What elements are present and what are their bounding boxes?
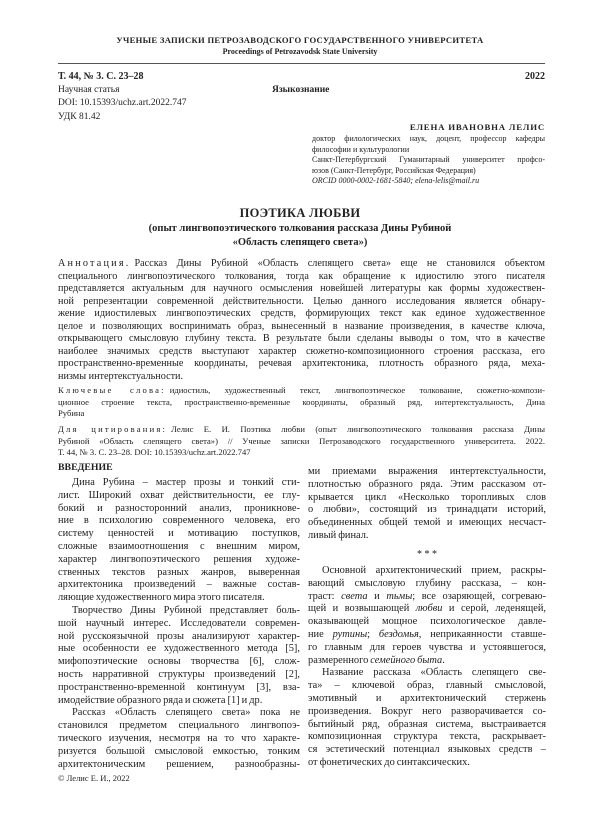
udk: УДК 81.42 — [58, 112, 101, 122]
text-line — [58, 669, 300, 682]
text: становился предметом специального лингвопоэ- — [58, 720, 300, 732]
text-line — [312, 145, 545, 156]
text: сложные взаимоотношения с внешним миром, — [58, 540, 300, 552]
text-line — [58, 436, 545, 448]
text: шой научный интерес. Исследователи современ- — [58, 617, 300, 629]
text: ной репрезентации современной действительности. Целью данного исследования является обнару- — [58, 295, 545, 307]
text: ние в психологию современного человека, его — [58, 515, 300, 527]
text-line — [308, 479, 546, 492]
paragraph — [308, 466, 546, 543]
italic-text: любви — [415, 603, 443, 615]
text: крывается цикл «Несколько торопливых слов — [308, 491, 546, 503]
text: ; все озаряющей, согреваю- — [412, 590, 547, 602]
body-right-column-bottom — [308, 565, 546, 770]
text: Основной архитектонический прием, раскры- — [322, 565, 546, 576]
text-line — [58, 258, 545, 271]
text: пространственно-временные координаты, речевая архитектоника, плотность образного ряда, меха- — [58, 358, 545, 369]
text-line — [308, 591, 546, 604]
text-line — [58, 759, 300, 772]
text: Лелис Е. И. Поэтика любви (опыт лингвопоэтического толкования рассказа Дины — [171, 424, 545, 434]
text: Рассказ Дины Рубиной «Область слепящего света» еще не становился объектом — [134, 258, 545, 269]
text-line — [58, 477, 300, 490]
text: и серой, леденящей, — [442, 603, 546, 615]
text: идиостиль, художественный текст, лингвопоэтическое толкование, сюжетно-компози- — [169, 385, 546, 395]
text-line — [308, 530, 546, 543]
text-line — [58, 631, 300, 644]
text: открывающего смысловую глубину текста. В результате были сделаны выводы о том, что в качестве — [58, 333, 545, 344]
text-line — [312, 176, 545, 187]
text: Творчество Дины Рубиной представляет боль- — [72, 604, 300, 616]
text: доктор филологических наук, доцент, профессор кафедры — [312, 134, 545, 143]
italic-text: света — [341, 590, 368, 602]
text-line — [58, 656, 300, 669]
text: бытийный ряд, образная система, выстраивается — [308, 718, 546, 730]
journal-title: УЧЕНЫЕ ЗАПИСКИ ПЕТРОЗАВОДСКОГО ГОСУДАРСТВЕННОГО УНИВЕРСИТЕТА — [116, 35, 484, 45]
text-line — [308, 655, 546, 668]
text: произведения. Вокруг него разворачивается со- — [308, 705, 546, 717]
paragraph — [58, 258, 545, 383]
text: лист. Широкий охват действительности, ее глу- — [58, 489, 300, 501]
copyright-notice: © Лелис Е. И., 2022 — [58, 773, 130, 783]
paragraph — [308, 667, 546, 769]
text: траст: — [308, 590, 342, 602]
citation — [58, 424, 545, 459]
text-line — [308, 719, 546, 732]
text: объединенных общей темой и имеющих несчаст- — [308, 517, 546, 529]
text: Рубиной «Область слепящего света») // Ученые записки Петрозаводского государственного университета. 2022. — [58, 435, 545, 446]
text-line — [308, 504, 546, 517]
text-line — [308, 603, 546, 616]
text: о любви», состоящий из тринадцати историй, — [308, 504, 546, 516]
text-line — [308, 667, 546, 680]
text-line — [58, 321, 545, 334]
journal-title-english: Proceedings of Petrozavodsk State University — [222, 47, 378, 56]
text: Название рассказа «Область слепящего све- — [322, 667, 546, 679]
text-line — [58, 579, 300, 592]
text-line — [58, 283, 545, 296]
text-line — [308, 642, 546, 655]
text: бокий и разносторонний анализ, проникнове- — [58, 502, 300, 514]
paragraph — [58, 605, 300, 707]
text-line — [308, 565, 546, 578]
text: Дина Рубина – мастер прозы и тонкий сти- — [72, 477, 300, 488]
text: та» – ключевой образ, главный смысловой, — [308, 680, 546, 692]
text: и — [367, 590, 387, 602]
issue-info: Т. 44, № 3. С. 23–28 — [58, 71, 144, 82]
text-line — [308, 492, 546, 505]
italic-text: семейного быта — [370, 654, 443, 666]
text-line — [58, 746, 300, 759]
text: композиционная структура текста, раскрывает- — [308, 731, 546, 743]
paragraph — [58, 385, 545, 420]
text-line — [308, 680, 546, 693]
text-line — [308, 616, 546, 629]
section-heading-introduction: ВВЕДЕНИЕ — [58, 462, 113, 473]
text: ливый финал. — [308, 529, 369, 541]
text-line — [308, 578, 546, 591]
text: ционное строение текста, пространственно-временные координаты, образный ряд, интертекстуальность, Дина — [58, 396, 545, 407]
paragraph — [58, 477, 300, 605]
paragraph — [312, 176, 545, 187]
text-line — [308, 629, 546, 642]
text-line — [58, 358, 545, 371]
article-type: Научная статья — [58, 85, 120, 95]
article-subtitle-line-1: (опыт лингвопоэтического толкования рассказа Дины Рубиной — [148, 223, 452, 234]
field-label: Аннотация. — [58, 258, 131, 269]
issue-year: 2022 — [525, 71, 545, 82]
doi[interactable]: DOI: 10.15393/uchz.art.2022.747 — [58, 98, 187, 108]
author-affiliation — [312, 134, 545, 187]
text-line — [58, 408, 545, 420]
text: ; — [367, 628, 379, 640]
italic-text: рутины — [332, 628, 368, 640]
header-divider — [58, 63, 545, 64]
text: тического изучения, несмотря на то что характе- — [58, 732, 300, 744]
text-line — [58, 447, 545, 459]
text: ляющие художественного мира этого писателя. — [58, 592, 265, 604]
text-line — [58, 528, 300, 541]
text-line — [58, 296, 545, 309]
section-name: Языкознание — [272, 85, 330, 95]
text-line — [58, 424, 545, 436]
text-line — [58, 308, 545, 321]
text-line — [58, 643, 300, 656]
section-separator: * * * — [417, 549, 437, 560]
text-line — [58, 515, 300, 528]
text: специального лингвопоэтического толкования, тогда как обращение к идиостилю этого писателя — [58, 270, 545, 282]
paragraph — [312, 134, 545, 155]
text: го главным для героев чувства и устоявшегося, — [308, 641, 546, 653]
text: ность нарративной структуры произведений [2], — [58, 668, 300, 680]
text: целое и позволяющих воспринимать образ, вынесенный в название произведения, в качестве ключа, — [58, 320, 545, 332]
text-line — [58, 490, 300, 503]
article-subtitle-line-2: «Область слепящего света») — [232, 237, 368, 248]
italic-text: тьмы — [386, 590, 413, 602]
text: ми приемами выражения интертекстуальности, — [308, 466, 546, 477]
text-line — [58, 720, 300, 733]
text: ной русскоязычной прозы анализируют характер- — [58, 630, 300, 642]
text: Рассказ «Область слепящего света» пока не — [72, 707, 300, 719]
text-line — [58, 733, 300, 746]
text-line — [58, 618, 300, 631]
text: . — [442, 654, 445, 666]
text: ризуется большой смысловой емкостью, тонким — [58, 745, 300, 757]
text-line — [58, 397, 545, 409]
text-line — [58, 333, 545, 346]
text: ся эстетический потенциал языковых средств – — [308, 744, 546, 756]
text: Рубина — [58, 408, 85, 418]
text: юзов (Санкт-Петербург, Российская Федерация) — [312, 165, 476, 175]
text: эмотивный и архитектонический стержень — [308, 692, 546, 704]
text: оказывающей мощное психологическое давле- — [308, 616, 546, 628]
text-line — [308, 706, 546, 719]
text: Т. 44, № 3. С. 23–28. DOI: 10.15393/uchz.art.2022.747 — [58, 447, 251, 457]
italic-text: бездомья — [378, 628, 419, 640]
author-name: ЕЛЕНА ИВАНОВНА ЛЕЛИС — [409, 122, 545, 132]
text: систему ценностей и мотивацию поступков, — [58, 528, 300, 540]
paragraph — [58, 707, 300, 771]
text: характер лингвопоэтического решения художе- — [58, 553, 300, 565]
paragraph — [308, 565, 546, 667]
text: щей и возвышающей — [308, 603, 416, 615]
text-line — [312, 134, 545, 145]
field-label: Для цитирования: — [58, 424, 168, 434]
text-line — [58, 346, 545, 359]
body-left-column — [58, 477, 300, 771]
text-line — [308, 517, 546, 530]
text-line — [58, 592, 300, 605]
text: ственных текстов разных жанров, выверенная — [58, 566, 300, 578]
text: ние — [308, 628, 333, 640]
text-line — [308, 744, 546, 757]
text: жение идиостилевых лингвопоэтических средств, формирующих текст как единое художественное — [58, 308, 545, 319]
text-line — [308, 693, 546, 706]
field-label: Ключевые слова: — [58, 385, 166, 395]
paragraph — [312, 155, 545, 176]
text-line — [58, 541, 300, 554]
text: наиболее значимых средств выступают характер сюжетно-композиционного строения рассказа, его — [58, 345, 545, 357]
text-line — [58, 567, 300, 580]
abstract — [58, 258, 545, 383]
text-line — [312, 166, 545, 177]
text-line — [58, 371, 545, 384]
text-line — [58, 385, 545, 397]
text: архитектоника произведений – важные состав- — [58, 579, 300, 591]
text-line — [308, 757, 546, 770]
text: имодействие образного ряда и сюжета [1] и др. — [58, 694, 263, 706]
article-title: ПОЭТИКА ЛЮБВИ — [239, 206, 361, 220]
text: Санкт-Петербургский Гуманитарный университет профсо- — [312, 155, 545, 164]
text: низмы интертекстуальности. — [58, 370, 184, 382]
text-line — [58, 707, 300, 720]
text-line — [58, 695, 300, 708]
text-line — [58, 554, 300, 567]
body-right-column-top — [308, 466, 546, 543]
text-line — [308, 466, 546, 479]
text: вающий смысловую глубину рассказа, – кон- — [308, 577, 546, 589]
text: пространственно-временной континуум [3], вза- — [58, 681, 300, 693]
text-line — [312, 155, 545, 166]
text-line — [58, 682, 300, 695]
text: , неприкаянности ставше- — [418, 628, 547, 640]
italic-text: ORCID 0000-0002-1681-5840; elena-lelis@mail.ru — [312, 176, 480, 185]
text-line — [58, 605, 300, 618]
text: архитектоническим решением, разнообразны- — [58, 758, 300, 770]
keywords — [58, 385, 545, 420]
text-line — [58, 271, 545, 284]
paragraph — [58, 424, 545, 459]
text-line — [58, 503, 300, 516]
text: ные особенности ее художественного метода [5], — [58, 643, 300, 655]
text: представляется актуальным для научного осмысления новейшей литературы как формы художествен- — [58, 283, 545, 294]
text: размеренного — [308, 654, 371, 666]
text: мифопоэтические основы творчества [6], слож- — [58, 656, 300, 668]
text-line — [308, 731, 546, 744]
text: плотностью образного ряда. Этим рассказом от- — [308, 478, 546, 490]
text: от фонетических до синтаксических. — [308, 756, 470, 768]
text: философии и культурологии — [312, 144, 410, 154]
